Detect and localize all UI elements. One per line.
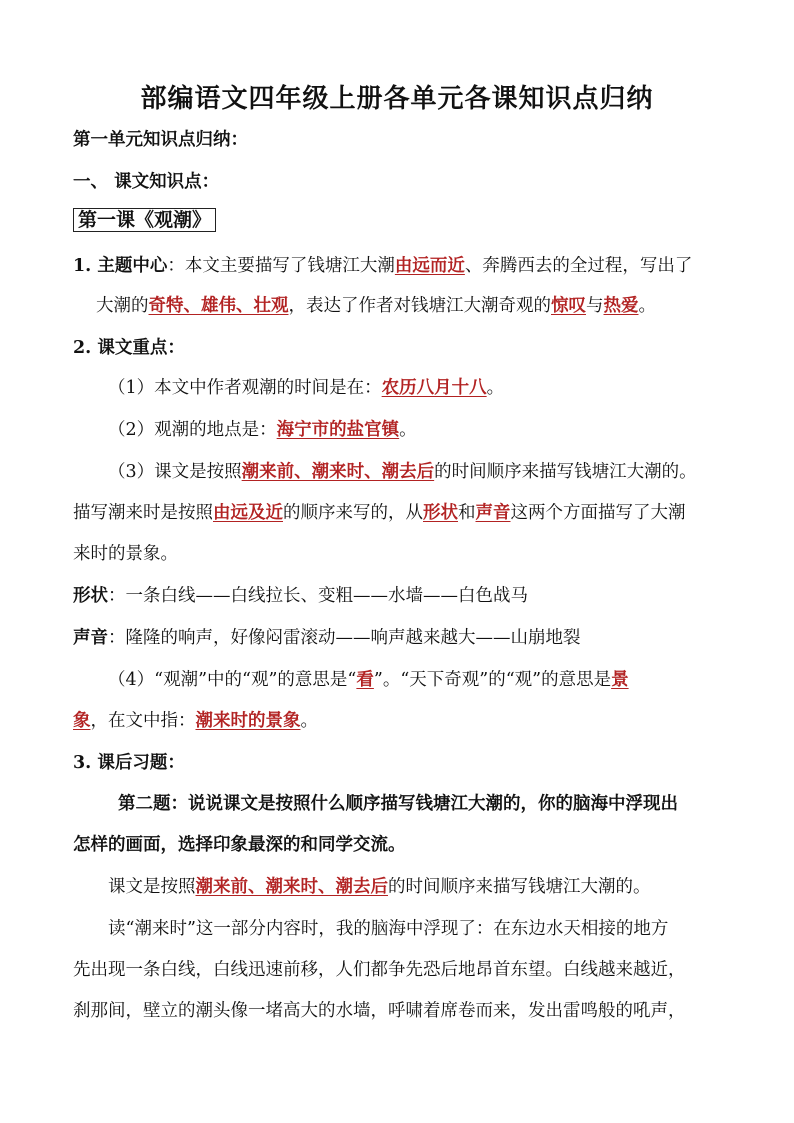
highlight: 热爱 (603, 296, 639, 316)
highlight: 形状 (423, 503, 458, 523)
key-points-heading: 2. 课文重点： (73, 338, 185, 358)
text-span: 课文是按照 (108, 877, 196, 897)
point-3-line-3: 来时的景象。 (73, 544, 178, 564)
text-span: 与 (586, 296, 604, 316)
shape-label: 形状 (73, 586, 108, 606)
text-span: 和 (458, 503, 476, 523)
text-span: ”。“天下奇观”的“观”的意思是 (373, 670, 612, 690)
text-span: （4）“观潮”中的“观”的意思是“ (108, 670, 357, 690)
text-span: （3）课文是按照 (108, 462, 242, 482)
highlight: 海宁市的盐官镇 (276, 420, 400, 440)
text-span: （1）本文中作者观潮的时间是在： (108, 378, 382, 398)
section-heading: 一、 课文知识点： (73, 172, 220, 192)
highlight: 声音 (475, 503, 511, 523)
highlight: 看 (356, 670, 374, 690)
sound-line (73, 626, 581, 650)
text-span: 的顺序来写的，从 (283, 503, 423, 523)
theme-line-1 (73, 254, 692, 278)
text-span: （2）观潮的地点是： (108, 420, 277, 440)
highlight: 由远及近 (213, 503, 283, 523)
point-1 (108, 376, 504, 400)
highlight: 潮来前、潮来时、潮去后 (195, 877, 388, 897)
highlight: 奇特、雄伟、壮观 (148, 296, 289, 316)
text-span: 的时间顺序来描写钱塘江大潮的。 (388, 877, 651, 897)
shape-line (73, 584, 528, 608)
unit-heading: 第一单元知识点归纳： (73, 130, 248, 150)
point-4-line-1 (108, 668, 629, 692)
highlight: 象 (73, 711, 91, 731)
highlight: 潮来时的景象 (195, 711, 301, 731)
answer-line-2: 读“潮来时”这一部分内容时，我的脑海中浮现了：在东边水天相接的地方 (108, 919, 669, 939)
theme-label: 1. 主题中心 (73, 256, 168, 276)
point-2 (108, 418, 417, 442)
text-span: 、奔腾西去的全过程，写出了 (464, 256, 693, 276)
text-span: 。 (638, 296, 656, 316)
text-span: ：一条白线——白线拉长、变粗——水墙——白色战马 (108, 586, 528, 606)
lesson-title: 第一课《观潮》 (73, 208, 216, 232)
answer-line-3: 先出现一条白线，白线迅速前移，人们都争先恐后地昂首东望。白线越来越近， (73, 960, 686, 980)
answer-line-1 (108, 875, 651, 899)
highlight: 农历八月十八 (381, 378, 487, 398)
highlight: 惊叹 (551, 296, 586, 316)
text-span: ，表达了作者对钱塘江大潮奇观的 (288, 296, 551, 316)
text-span: ，在文中指： (90, 711, 196, 731)
text-span: ：本文主要描写了钱塘江大潮 (167, 256, 395, 276)
exercise-2-line-2: 怎样的画面，选择印象最深的和同学交流。 (73, 835, 406, 855)
text-span: 的时间顺序来描写钱塘江大潮的。 (434, 462, 697, 482)
lesson-title-box (73, 208, 216, 233)
exercises-heading: 3. 课后习题： (73, 753, 185, 773)
point-4-line-2 (73, 709, 318, 733)
text-span: 这两个方面描写了大潮 (510, 503, 686, 523)
highlight: 由远而近 (394, 256, 465, 276)
text-span: ：隆隆的响声，好像闷雷滚动——响声越来越大——山崩地裂 (108, 628, 581, 648)
theme-line-2 (96, 294, 656, 318)
answer-line-4: 刹那间，壁立的潮头像一堵高大的水墙，呼啸着席卷而来，发出雷鸣般的吼声， (73, 1001, 686, 1021)
point-3-line-2 (73, 501, 686, 525)
text-span: 描写潮来时是按照 (73, 503, 213, 523)
sound-label: 声音 (73, 628, 108, 648)
highlight: 潮来前、潮来时、潮去后 (241, 462, 435, 482)
text-span: 。 (300, 711, 318, 731)
document-title: 部编语文四年级上册各单元各课知识点归纳 (140, 84, 654, 114)
point-3-line-1 (108, 460, 697, 484)
text-span: 大潮的 (96, 296, 149, 316)
text-span: 。 (399, 420, 417, 440)
highlight: 景 (611, 670, 629, 690)
exercise-2-line-1: 第二题：说说课文是按照什么顺序描写钱塘江大潮的，你的脑海中浮现出 (118, 794, 678, 814)
text-span: 。 (486, 378, 505, 398)
